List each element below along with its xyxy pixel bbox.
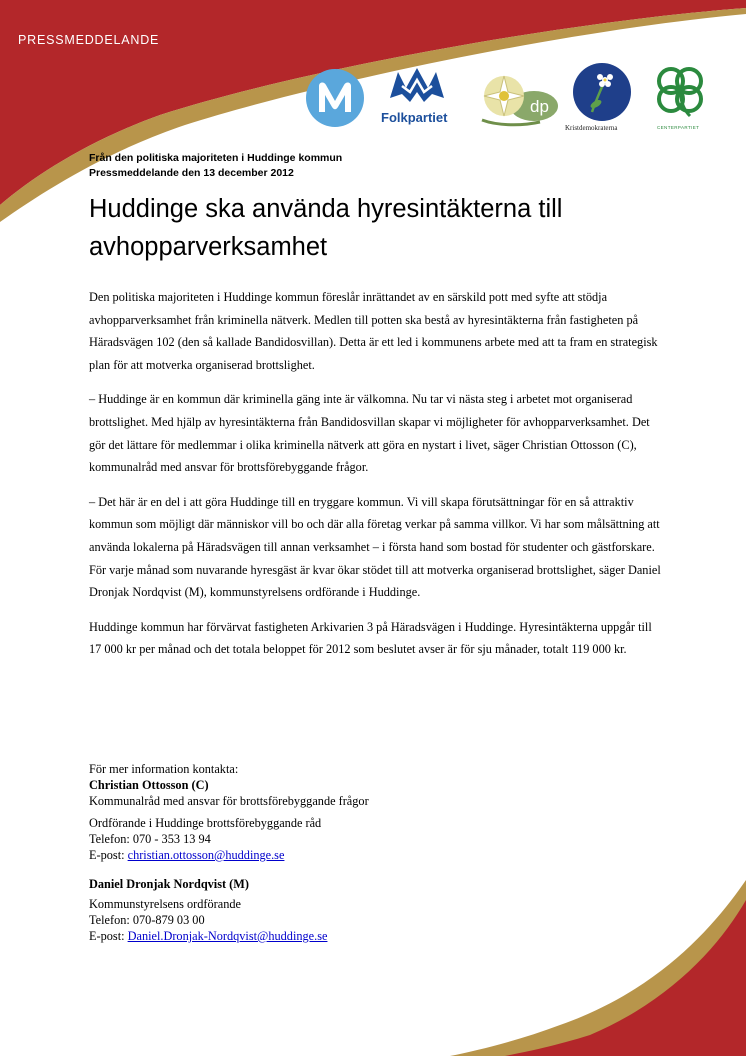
contact-email-line [89,928,664,944]
email-prefix: E-post: [89,929,128,943]
email-link[interactable]: christian.ottosson@huddinge.se [127,848,285,862]
email-prefix: E-post: [89,848,128,862]
paragraph: Huddinge kommun har förvärvat fastigheten Arkivarien 3 på Häradsvägen i Huddinge. Hyresintäkterna uppgår till 17 000 kr per månad och det totala beloppet för 2012 som beslutet avser är för sju månader, totalt 119 000 kr. [89,619,652,657]
date-line: Pressmeddelande den 13 december 2012 [89,167,294,179]
kristdemokraterna-label: Kristdemokraterna [565,124,618,132]
contact-block [89,761,664,944]
dp-label: dp [530,97,549,116]
contact-role: Kommunalråd med ansvar för brottsförebyggande frågor [89,794,369,808]
contact-name: Daniel Dronjak Nordqvist (M) [89,877,249,891]
contact-role: Kommunstyrelsens ordförande [89,897,241,911]
folkpartiet-logo [384,64,450,108]
press-release-body [89,286,664,673]
contact-name: Christian Ottosson (C) [89,778,209,792]
contact-phone: Telefon: 070 - 353 13 94 [89,832,211,846]
contact-role: Ordförande i Huddinge brottsförebyggande råd [89,816,322,830]
pressmeddelande-label: PRESSMEDDELANDE [18,33,160,47]
page-title: Huddinge ska använda hyresintäkterna till avhopparverksamhet [89,195,563,261]
contact-email-line [89,847,664,863]
sender-info [89,151,342,181]
email-link[interactable]: Daniel.Dronjak-Nordqvist@huddinge.se [127,929,328,943]
moderaterna-logo [305,68,365,128]
folkpartiet-label: Folkpartiet [381,110,448,125]
contact-intro: För mer information kontakta: [89,762,239,776]
centerpartiet-label: CENTERPARTIET [657,125,700,130]
contact-phone: Telefon: 070-879 03 00 [89,913,205,927]
paragraph: Den politiska majoriteten i Huddinge kommun föreslår inrättandet av en särskild pott med syfte att stödja avhopparverksamhet från kriminella nätverk. Medlen till potten ska bestå av hyresintäkterna från fastigheten på Häradsvägen 102 (den så kallade Bandidosvillan). Detta är ett led i kommunens arbete med att ta fram en strategisk plan för att motverka organiserad brottslighet. [89,290,658,372]
centerpartiet-logo [652,64,708,122]
org-line: Från den politiska majoriteten i Huddinge kommun [89,152,343,164]
kristdemokraterna-logo [572,62,632,122]
paragraph: – Huddinge är en kommun där kriminella gäng inte är välkomna. Nu tar vi nästa steg i arbetet mot organiserad brottslighet. Med hjälp av hyresintäkterna från Bandidosvillan skapar vi möjligheter för avhopparverksamhet. Det gör det lättare för medlemmar i olika kriminella nätverk att göra en nystart i livet, säger Christian Ottosson (C), kommunalråd med ansvar för brottsförebyggande frågor. [89,392,650,475]
paragraph: – Det här är en del i att göra Huddinge till en tryggare kommun. Vi vill skapa förutsättningar för en så attraktiv kommun som möjligt där människor vill bo och där alla företag verkar på samma villkor. Vi har som målsättning att använda lokalerna på Häradsvägen till annan verksamhet – i första hand som bostad för studenter och gästforskare. För varje månad som nuvarande hyresgäst är kvar ökar stödet till att motverka organiserad brottslighet, säger Daniel Dronjak Nordqvist (M), kommunstyrelsens ordförande i Huddinge. [89,494,661,600]
